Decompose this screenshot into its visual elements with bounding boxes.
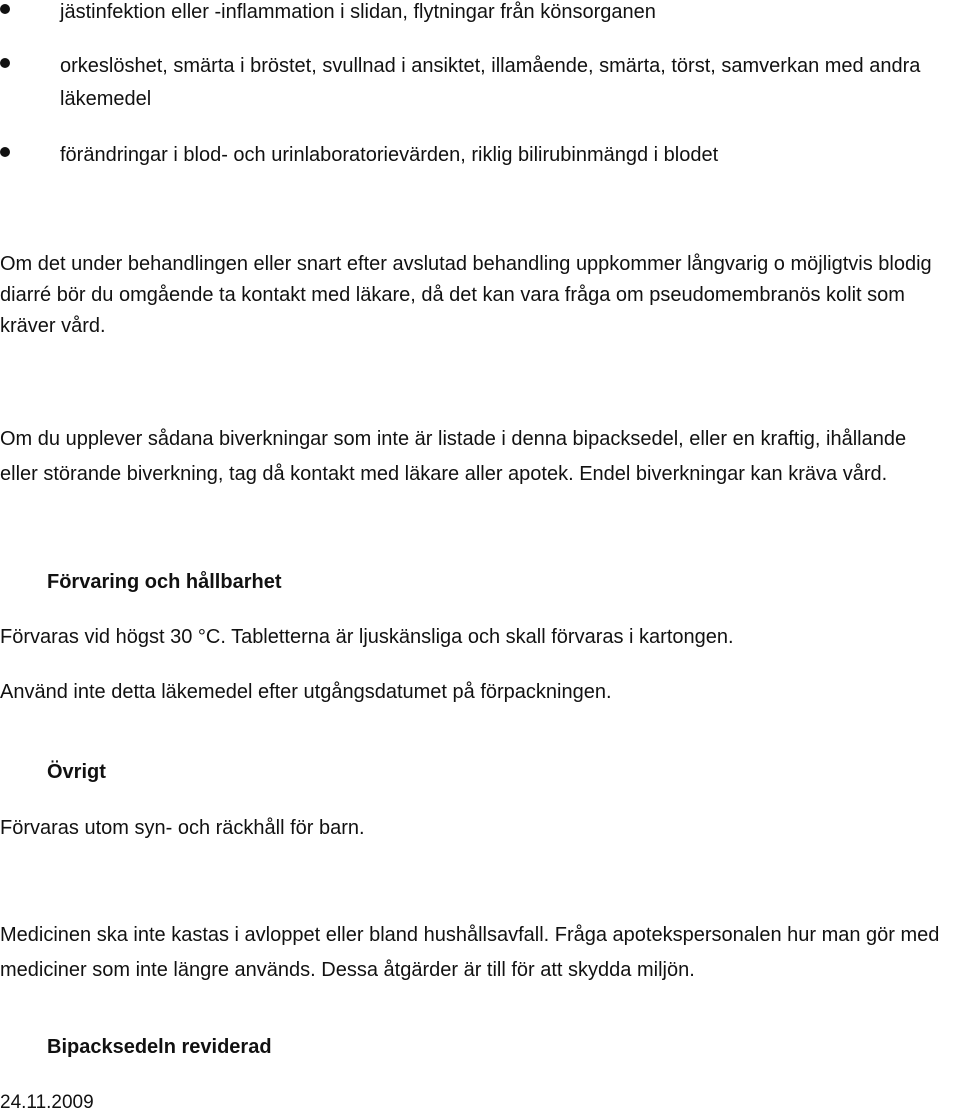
- side-effects-paragraph: Om du upplever sådana biverkningar som inte är listade i denna bipacksedel, eller en kraftig, ihållande eller störande biverkning, tag då kontakt med läkare aller apotek. Endel biverkningar kan kräva vård.: [0, 428, 907, 485]
- revision-date: 24.11.2009: [0, 1092, 94, 1113]
- bullet-text: jästinfektion eller -inflammation i slidan, flytningar från könsorganen: [60, 1, 656, 23]
- bullet-icon: [0, 58, 10, 68]
- bullet-text: orkeslöshet, smärta i bröstet, svullnad i ansiktet, illamående, smärta, törst, samverkan med andra läkemedel: [60, 55, 921, 110]
- colitis-warning-paragraph: Om det under behandlingen eller snart efter avslutad behandling uppkommer långvarig o möjligtvis blodig diarré bör du omgående ta kontakt med läkare, då det kan vara fråga om pseudomembranös kolit som kräver vård.: [0, 253, 932, 337]
- bullet-icon: [0, 147, 10, 157]
- other-line-1: Förvaras utom syn- och räckhåll för barn.: [0, 817, 365, 839]
- storage-line-1: Förvaras vid högst 30 °C. Tabletterna är ljuskänsliga och skall förvaras i kartongen.: [0, 626, 734, 648]
- disposal-paragraph: Medicinen ska inte kastas i avloppet eller bland hushållsavfall. Fråga apotekspersonalen hur man gör med mediciner som inte längre används. Dessa åtgärder är till för att skydda miljön.: [0, 924, 940, 981]
- storage-heading: Förvaring och hållbarhet: [47, 571, 282, 593]
- storage-line-2: Använd inte detta läkemedel efter utgångsdatumet på förpackningen.: [0, 681, 612, 703]
- bullet-text: förändringar i blod- och urinlaboratorievärden, riklig bilirubinmängd i blodet: [60, 144, 719, 166]
- revision-heading: Bipacksedeln reviderad: [47, 1036, 272, 1058]
- other-heading: Övrigt: [47, 761, 106, 783]
- bullet-icon: [0, 4, 10, 14]
